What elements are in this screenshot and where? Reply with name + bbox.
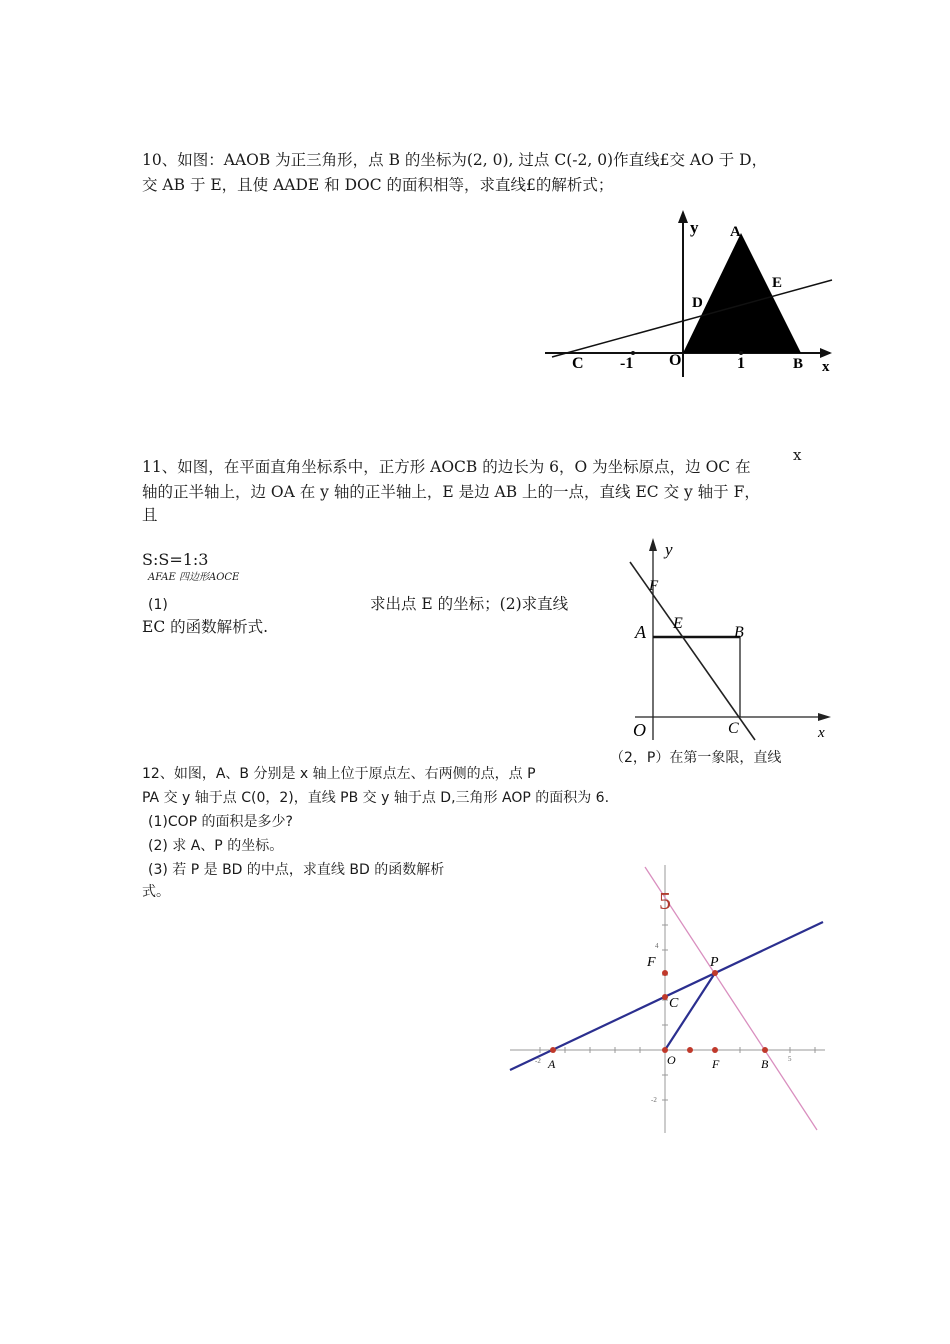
p12-line1: 12、如图，A、B 分别是 x 轴上位于原点左、右两侧的点，点 P: [142, 766, 536, 782]
p11-fig-label-B: B: [734, 624, 744, 641]
p10-fig-label-1: 1: [737, 355, 745, 372]
p11-fig-label-O: O: [633, 720, 646, 740]
p12-fig-label-B: B: [761, 1057, 769, 1071]
p11-fig-label-F: F: [649, 578, 659, 594]
p10-fig-label-D: D: [692, 295, 703, 311]
p12-q1: (1)COP 的面积是多少?: [148, 814, 293, 830]
p11-figure: [625, 535, 840, 745]
p12-fig-label-P: P: [710, 955, 719, 970]
p11-fig-label-C: C: [728, 720, 739, 737]
p11-ratio-subscript: AFAE 四边形AOCE: [148, 572, 240, 583]
p12-line0: （2，P）在第一象限，直线: [610, 750, 782, 766]
p12-q2: (2) 求 A、P 的坐标。: [148, 838, 284, 854]
p12-q3b: 式。: [142, 884, 170, 900]
p12-fig-tick-neg2y: -2: [651, 1096, 657, 1104]
p12-fig-tick-neg: -2: [535, 1057, 541, 1065]
p10-line1: 10、如图：AAOB 为正三角形，点 B 的坐标为(2, 0), 过点 C(-2, 0)作直线£交 AO 于 D，: [142, 151, 768, 169]
p11-q1-label: (1): [148, 597, 168, 613]
p12-fig-label-A: A: [548, 1057, 556, 1071]
p12-figure: [505, 865, 830, 1135]
p11-fig-label-y: y: [665, 540, 673, 559]
p10-fig-label-A: A: [730, 224, 741, 240]
p10-fig-label-C: C: [572, 355, 584, 372]
p12-q3a: (3) 若 P 是 BD 的中点，求直线 BD 的函数解析: [148, 862, 445, 878]
p10-fig-label-E: E: [772, 275, 783, 291]
p12-fig-label-F: F: [647, 955, 656, 970]
p10-fig-label-B: B: [793, 356, 804, 372]
p12-fig-tick-5: 5: [788, 1055, 792, 1063]
p10-line2: 交 AB 于 E，且使 AADE 和 DOC 的面积相等，求直线£的解析式；: [142, 176, 614, 194]
p12-fig-label-Fx: F: [712, 1057, 720, 1071]
p12-fig-label-C: C: [669, 996, 679, 1011]
p11-q1-text: 求出点 E 的坐标；(2)求直线: [370, 595, 569, 613]
p11-fig-label-x: x: [818, 725, 825, 741]
p10-figure: [540, 205, 840, 380]
p10-fig-label-neg1: -1: [620, 355, 634, 372]
p11-fig-label-E: E: [673, 615, 683, 632]
p11-line2: 轴的正半轴上，边 OA 在 y 轴的正半轴上，E 是边 AB 上的一点，直线 EC 交 y 轴于 F，: [142, 483, 760, 501]
p11-line1: 11、如图，在平面直角坐标系中，正方形 AOCB 的边长为 6，O 为坐标原点，边 OC 在: [142, 458, 751, 476]
p10-fig-label-O: O: [669, 352, 682, 369]
p12-fig-label-5: 5: [659, 889, 671, 915]
p10-fig-label-y: y: [690, 218, 699, 237]
p11-ratio: S:S=1:3: [142, 550, 209, 569]
p12-fig-label-O: O: [667, 1053, 676, 1067]
p10-fig-label-x: x: [822, 359, 830, 375]
p11-x-fragment: x: [793, 446, 802, 464]
p11-line3: 且: [142, 506, 158, 524]
p12-line2: PA 交 y 轴于点 C(0，2)，直线 PB 交 y 轴于点 D,三角形 AOP 的面积为 6.: [142, 790, 610, 806]
p11-fig-label-A: A: [635, 622, 646, 642]
p12-fig-tick-4: 4: [655, 942, 659, 950]
p11-q1-continued: EC 的函数解析式.: [142, 618, 269, 636]
